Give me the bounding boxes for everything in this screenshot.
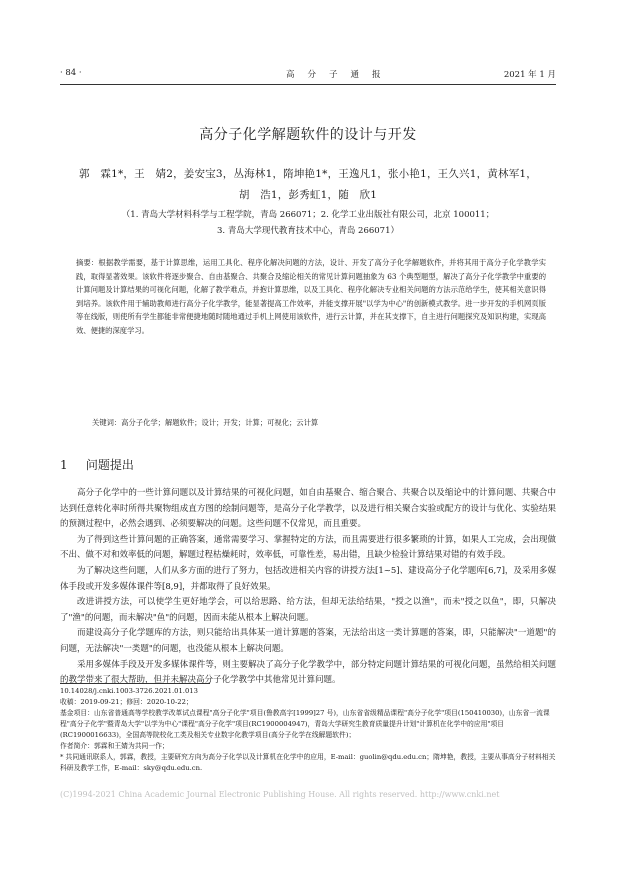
author-line-2: 胡 浩1，彭秀虹1，随 欣1	[238, 189, 378, 201]
header-rule	[60, 84, 556, 85]
journal-name: 高分子通报	[286, 70, 394, 80]
paragraph: 而建设高分子化学题库的方法，则只能给出具体某一道计算题的答案，无法给出这一类计算题的答案，即，只能解决"一道题"的问题，无法解决"一类题"的问题，也没能从根本上解决问题。	[60, 628, 556, 654]
copyright-watermark: (C)1994-2021 China Academic Journal Electronic Publishing House. All rights reserved. http://www.cnki.net	[60, 790, 500, 799]
running-header	[60, 68, 556, 82]
corresponding-author: * 共同通讯联系人，郭霖，教授，主要研究方向为高分子化学以及计算机在化学中的应用，E-mail：guolin@qdu.edu.cn；隋坤艳，教授，主要从事高分子材料相关科研及教学工作，E-mail：sky@qdu.edu.cn.	[60, 753, 556, 772]
doi: 10.14028/j.cnki.1003-3726.2021.01.013	[60, 687, 198, 695]
paper-title: 高分子化学解题软件的设计与开发	[199, 127, 417, 143]
author-line-1: 郭 霖1*，王 婧2，姜安宝3，丛海林1，隋坤艳1*，王逸凡1，张小艳1，王久兴1，黄林军1，	[78, 168, 538, 180]
paragraph: 采用多媒体手段及开发多媒体课件等，则主要解决了高分子化学教学中，部分特定问题计算结果的可视化问题，虽然给相关问题的教学带来了很大帮助，但并未解决高分子化学教学中其他常见计算问题。	[60, 659, 556, 686]
keywords: 关键词：高分子化学；解题软件；设计；开发；计算；可视化；云计算	[92, 418, 319, 427]
paragraph: 高分子化学中的一些计算问题以及计算结果的可视化问题，如自由基聚合、缩合聚合、共聚合以及缩论中的计算问题、共聚合中达到任意转化率时所得共聚物组成直方图的绘制问题等，是高分子化学教学，以及进行相关聚合实验或配方的设计与优化、实验结果的预测过程中，必然会遇到、必须要解决的问题。这些问题不仅常见，而且重要。	[60, 488, 556, 530]
affiliation-line-1: （1. 青岛大学材料科学与工程学院，青岛 266071；2. 化学工业出版社有限公司，北京 100011；	[121, 210, 495, 220]
footnotes	[60, 686, 556, 774]
author-note: 作者简介：郭霖和王婧为共同一作；	[60, 742, 169, 750]
paragraph: 为了解决这些问题，人们从多方面的进行了努力，包括改进相关内容的讲授方法[1~5]、建设高分子化学题库[6,7]，及采用多媒体手段或开发多媒体课件等[8,9]，并都取得了良好效果。	[60, 565, 556, 592]
section-heading	[60, 456, 134, 473]
paragraph: 改进讲授方法，可以使学生更好地学会，可以给思路、给方法，但却无法给结果，"授之以渔"，而未"授之以鱼"，即，只解决了"渔"的问题，而未解决"鱼"的问题，因而未能从根本上解决问题。	[60, 597, 556, 623]
section-title: 问题提出	[85, 458, 134, 472]
affiliation-line-2: 3. 青岛大学现代教育技术中心，青岛 266071）	[217, 226, 399, 236]
abstract: 摘要：根据教学需要，基于计算思维，运用工具化、程序化解决问题的方法，设计、开发了高分子化学解题软件，并将其用于高分子化学教学实践，取得显著效果。该软件将逐步聚合、自由基聚合、共聚合及缩论相关的常见计算问题抽象为 63 个典型题型，解决了高分子化学教学中重要的计算问题及计算结果的可视化问题，化解了教学难点，并抱计算思维，以及工具化、程序化解决专业相关问题的方法示范给学生，使其相关意识得到培养。该软件用于辅助教师进行高分子化学教学，能显著提高工作效率，并能支撑开展"以学为中心"的创新模式教学。进一步开发的手机网页版等在线版，则使所有学生都能非常便捷地随时随地通过手机上网使用该软件，进行云计算，并在其支撑下，自主进行问题探究及知识构建，实现高效、便捷的深度学习。	[76, 258, 546, 335]
received-date: 收稿：2019-09-21；修回：2020-10-22；	[60, 698, 193, 706]
footnote-rule	[60, 683, 210, 684]
section-number: 1	[60, 458, 68, 472]
paragraph: 为了得到这些计算问题的正确答案，通常需要学习、掌握特定的方法，而且需要进行很多繁琐的计算，如果人工完成，会出现做不出、做不对和效率低的问题，解题过程枯燥耗时，效率低，可靠性差，易出错，且缺少检验计算结果对错的有效手段。	[60, 534, 556, 561]
funding: 基金项目：山东省普通高等学校教学改革试点课程"高分子化学"项目(鲁教高字[1999]27 号)，山东省省级精品课程"高分子化学"项目(150410030)，山东省一流课程"高分子化学"暨青岛大学"以学为中心"课程"高分子化学"项目(RC1900004947)，青岛大学研究生教育质量提升计划"计算机在化学中的应用"项目(RC1900016633)，全国高等院校化工类及相关专业数字化教学项目(高分子化学在线解题软件)；	[60, 709, 550, 739]
issue-date: 2021 年 1 月	[503, 70, 556, 80]
body-text	[60, 486, 556, 689]
page-number: · 84 ·	[60, 68, 82, 78]
